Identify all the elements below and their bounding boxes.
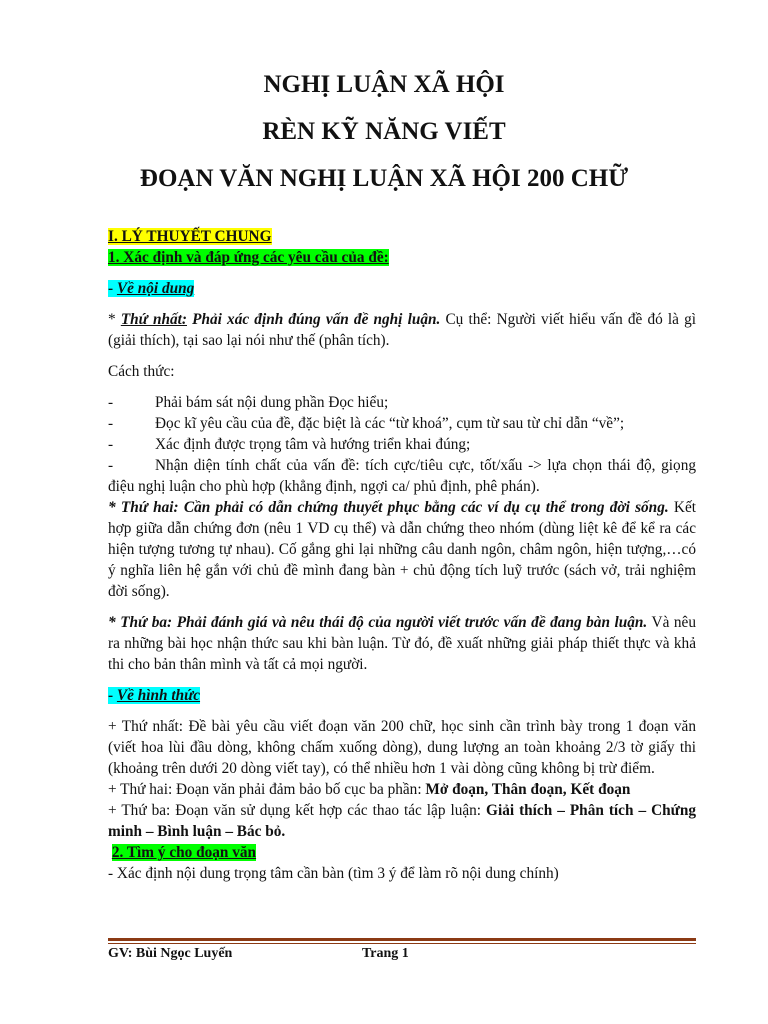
title-line-1: NGHỊ LUẬN XÃ HỘI [263,71,505,98]
title-line-2: RÈN KỸ NĂNG VIẾT [262,118,506,145]
method-label: Cách thức: [108,363,175,380]
second-point: * Thứ hai: Cần phải có dẫn chứng thuyết phục bằng các ví dụ cụ thể trong đời sống. Kết hợp giữa dẫn chứng đơn (nêu 1 VD cụ thể) và dẫn chứng theo nhóm (dùng liệt kê để kể ra các hiện tượng tương tự nhau). Cố gắng ghi lại những câu danh ngôn, châm ngôn, hiện tượng,…có ý nghĩa liên hệ gắn với chủ đề mình đang bàn + chủ động tích luỹ trước (sách vở, trải nghiệm đời sống). [108,499,696,600]
form-point-1: + Thứ nhất: Đề bài yêu cầu viết đoạn văn 200 chữ, học sinh cần trình bày trong 1 đoạn văn (viết hoa lùi đầu dòng, không chấm xuống dòng), dung lượng an toàn khoảng 2/3 tờ giấy thi (khoảng trên dưới 20 dòng viết tay), có thể nhiều hơn 1 vài dòng cũng không bị trừ điểm. [108,718,696,777]
footer-teacher: GV: Bùi Ngọc Luyến [108,946,233,961]
subsection-2-text: - Xác định nội dung trọng tâm cần bàn (tìm 3 ý để làm rõ nội dung chính) [108,865,559,882]
page-footer [108,946,696,962]
subsection-heading-1: 1. Xác định và đáp ứng các yêu cầu của đề: [108,249,389,266]
title-line-3: ĐOẠN VĂN NGHỊ LUẬN XÃ HỘI 200 CHỮ [139,165,629,192]
content-heading: - Về nội dung [108,280,195,297]
section-heading: I. LÝ THUYẾT CHUNG [108,228,272,245]
form-heading: - Về hình thức [108,687,201,704]
subsection-heading-2: 2. Tìm ý cho đoạn văn [111,844,257,861]
list-item: - Nhận diện tính chất của vấn đề: tích cực/tiêu cực, tốt/xấu -> lựa chọn thái độ, giọng điệu nghị luận cho phù hợp (khẳng định, ngợi ca/ phủ định, phê phán). [108,457,696,495]
footer-divider [108,938,696,944]
first-point: * Thứ nhất: Phải xác định đúng vấn đề nghị luận. Cụ thể: Người viết hiểu vấn đề đó là gì (giải thích), tại sao lại nói như thế (phân tích). [108,311,696,349]
footer-page-number: Trang 1 [362,946,409,961]
list-item: - Đọc kĩ yêu cầu của đề, đặc biệt là các “từ khoá”, cụm từ sau từ chỉ dẫn “về”; [108,415,625,432]
document-body [108,226,696,884]
list-item: - Phải bám sát nội dung phần Đọc hiểu; [108,394,389,411]
form-point-2: + Thứ hai: Đoạn văn phải đảm bảo bố cục ba phần: Mở đoạn, Thân đoạn, Kết đoạn [108,781,631,798]
third-point: * Thứ ba: Phải đánh giá và nêu thái độ của người viết trước vấn đề đang bàn luận. Và nêu ra những bài học nhận thức sau khi bàn luận. Từ đó, đề xuất những giải pháp thiết thực và khả thi cho bản thân mình và tất cả mọi người. [108,614,696,673]
list-item: - Xác định được trọng tâm và hướng triển khai đúng; [108,436,471,453]
form-point-3: + Thứ ba: Đoạn văn sử dụng kết hợp các thao tác lập luận: Giải thích – Phân tích – Chứng minh – Bình luận – Bác bỏ. [108,802,696,840]
